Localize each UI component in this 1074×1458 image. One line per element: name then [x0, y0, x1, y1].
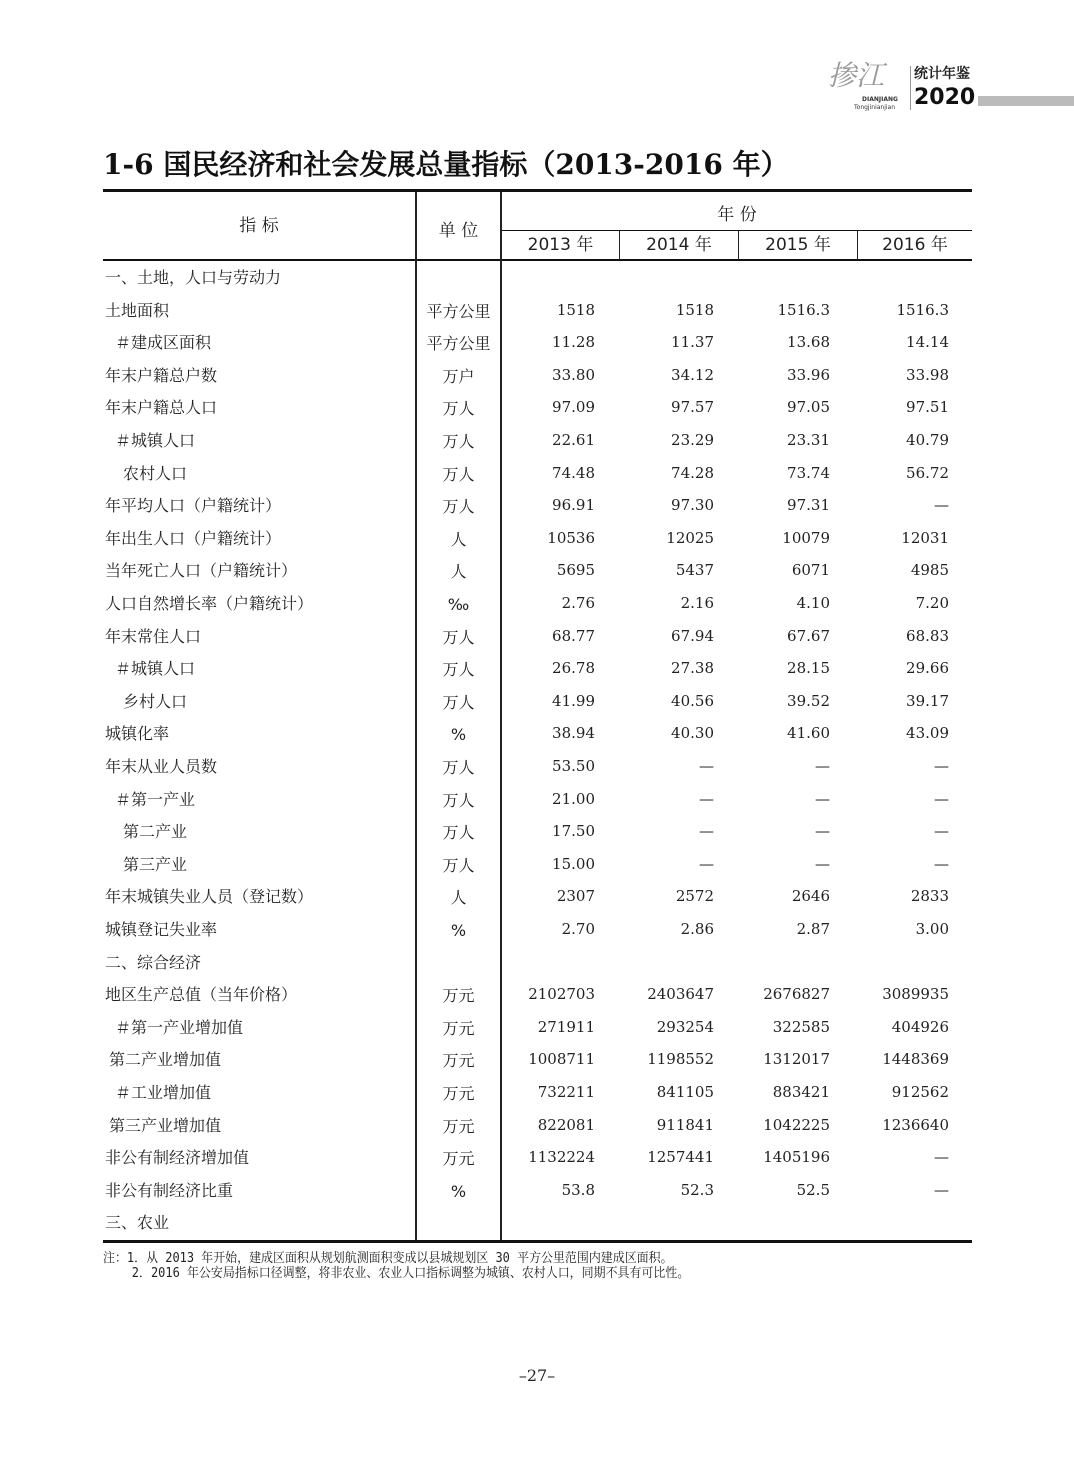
footnote: 注：1．从 2013 年开始，建成区面积从规划航测面积变成以县城规划区 30 平方公里范围内建成区面积。 [103, 1251, 673, 1266]
cell-value: 40.79 [906, 431, 949, 449]
cell-value: 404926 [891, 1017, 949, 1036]
cell-value: 1405196 [763, 1148, 830, 1167]
row-label: 第二产业 [123, 822, 188, 842]
cell-value: 14.14 [906, 333, 949, 352]
cell-value: 1257441 [647, 1148, 714, 1167]
cell-value: — [934, 789, 949, 808]
row-label: 乡村人口 [123, 691, 188, 711]
row-unit: 万人 [442, 627, 475, 647]
row-unit: 万元 [442, 1084, 475, 1103]
table-row [103, 1207, 972, 1239]
cell-value: 322585 [772, 1017, 830, 1036]
row-unit: 万人 [442, 823, 475, 843]
cell-value: 43.09 [906, 724, 949, 743]
cell-value: 5437 [675, 561, 714, 580]
table-row [103, 751, 972, 783]
row-unit: 万元 [442, 1018, 475, 1038]
cell-value: 22.61 [552, 431, 595, 449]
row-unit: 万人 [442, 758, 475, 777]
cell-value: 6071 [791, 561, 830, 580]
cell-value: — [815, 757, 830, 775]
cell-value: — [934, 757, 949, 775]
row-unit: 万人 [442, 432, 475, 451]
cell-value: 1516.3 [777, 300, 830, 319]
cell-value: 11.37 [671, 333, 714, 352]
table-row [103, 523, 972, 555]
table-row [103, 816, 972, 848]
table-row [103, 1044, 972, 1076]
year-group-rule [501, 230, 972, 231]
row-label: 人口自然增长率（户籍统计） [105, 594, 314, 613]
table-row [103, 1142, 972, 1174]
cell-value: 97.30 [671, 496, 714, 515]
table-row [103, 295, 972, 327]
cell-value: 1312017 [763, 1050, 830, 1069]
cell-value: 21.00 [552, 789, 595, 808]
row-label: 第三产业 [123, 854, 188, 874]
row-label: 土地面积 [105, 300, 170, 320]
cell-value: 40.30 [671, 724, 714, 743]
cell-value: 11.28 [552, 333, 595, 352]
row-label: ＃第一产业增加值 [115, 1017, 244, 1037]
footnotes [103, 1251, 689, 1281]
cell-value: 1518 [556, 300, 595, 319]
cell-value: 1042225 [763, 1115, 830, 1134]
cell-value: 40.56 [671, 691, 714, 710]
row-unit: 万人 [442, 855, 475, 875]
table-row [103, 881, 972, 913]
cell-value: 7.20 [915, 594, 949, 612]
row-label: 年末户籍总人口 [105, 398, 218, 418]
header-year-group: 年 份 [717, 205, 757, 225]
cell-value: 2.76 [561, 594, 595, 612]
table-row [103, 555, 972, 587]
row-unit: 万户 [442, 366, 475, 386]
table-row [103, 621, 972, 653]
cell-value: 68.83 [906, 626, 949, 645]
row-unit: % [450, 1181, 467, 1201]
table-row [103, 490, 972, 522]
page-number: –27– [518, 1366, 556, 1385]
cell-value: 28.15 [787, 659, 830, 678]
row-unit: 人 [450, 888, 467, 908]
cell-value: 33.96 [787, 365, 830, 384]
table-row [103, 262, 972, 294]
table-row [103, 360, 972, 392]
header-year-2015: 2015 年 [765, 235, 831, 255]
header-year-2014: 2014 年 [646, 235, 712, 255]
cell-value: 73.74 [787, 463, 830, 482]
table-row [103, 588, 972, 620]
cell-value: 2307 [556, 887, 595, 906]
logo-pinyin: DIANJIANG [862, 96, 898, 103]
cell-value: 33.98 [906, 365, 949, 384]
cell-value: 912562 [891, 1083, 949, 1101]
row-unit: 万人 [442, 660, 475, 680]
logo-year: 2020 [914, 85, 976, 110]
row-label: 地区生产总值（当年价格） [105, 985, 298, 1005]
header-bottom-rule [103, 259, 972, 261]
row-unit: 万人 [442, 399, 475, 419]
row-label: ＃工业增加值 [115, 1083, 212, 1102]
page-title: 1-6 国民经济和社会发展总量指标（2013-2016 年） [103, 148, 789, 181]
cell-value: 4985 [910, 561, 949, 580]
table-row [103, 686, 972, 718]
table-row [103, 718, 972, 750]
cell-value: 10536 [547, 528, 595, 547]
header-year-2013: 2013 年 [527, 235, 594, 255]
cell-value: 2646 [791, 887, 830, 906]
cell-value: 1132224 [528, 1148, 595, 1167]
row-label: 城镇化率 [105, 724, 170, 744]
cell-value: 27.38 [671, 659, 714, 678]
cell-value: 23.29 [671, 431, 714, 449]
table-row [103, 849, 972, 881]
cell-value: 23.31 [787, 431, 830, 449]
cell-value: 2.16 [680, 594, 714, 612]
row-label: ＃建成区面积 [115, 333, 212, 353]
row-label: 年末常住人口 [105, 626, 202, 646]
row-unit: 万元 [442, 1149, 475, 1169]
cell-value: 10079 [782, 528, 830, 547]
row-label: 农村人口 [123, 463, 188, 483]
row-label: 当年死亡人口（户籍统计） [105, 561, 298, 581]
cell-value: 17.50 [552, 822, 595, 841]
table-row [103, 1175, 972, 1207]
cell-value: 2.86 [680, 920, 714, 938]
row-unit: ‰ [447, 595, 470, 614]
row-unit: 平方公里 [426, 301, 491, 321]
cell-value: 97.31 [787, 496, 830, 515]
cell-value: 911841 [656, 1115, 714, 1134]
table-row [103, 1110, 972, 1142]
header-indicator: 指 标 [239, 216, 279, 236]
cell-value: 74.28 [671, 463, 714, 482]
row-label: 非公有制经济增加值 [105, 1148, 250, 1168]
cell-value: 2403647 [647, 985, 714, 1004]
cell-value: 97.05 [787, 398, 830, 417]
cell-value: 822081 [537, 1115, 595, 1134]
row-unit: 万元 [442, 986, 475, 1006]
table-row [103, 784, 972, 816]
row-label: 年末城镇失业人员（登记数） [105, 887, 314, 907]
row-label: ＃第一产业 [115, 789, 196, 809]
cell-value: — [934, 1180, 949, 1199]
cell-value: 74.48 [552, 463, 595, 482]
cell-value: 39.52 [787, 691, 830, 710]
cell-value: 841105 [656, 1083, 714, 1101]
table-row [103, 1077, 972, 1109]
cell-value: 67.94 [671, 626, 714, 645]
cell-value: 2833 [910, 887, 949, 906]
cell-value: 41.99 [552, 691, 595, 710]
row-unit: 人 [450, 562, 467, 582]
table-row [103, 947, 972, 979]
cell-value: — [699, 854, 714, 873]
cell-value: 1516.3 [896, 300, 949, 319]
table-row [103, 914, 972, 946]
cell-value: 2102703 [528, 985, 595, 1004]
table-bottom-rule [103, 1240, 972, 1243]
cell-value: 1198552 [647, 1050, 714, 1069]
cell-value: 3.00 [915, 920, 949, 938]
cell-value: 29.66 [906, 659, 949, 678]
cell-value: 732211 [537, 1083, 595, 1101]
row-label: 二、综合经济 [105, 952, 202, 972]
cell-value: — [934, 496, 949, 515]
cell-value: 1008711 [528, 1050, 595, 1069]
cell-value: 96.91 [552, 496, 595, 515]
table-row [103, 653, 972, 685]
cell-value: 1518 [675, 300, 714, 319]
row-unit: 万人 [442, 790, 475, 810]
row-unit: 人 [450, 529, 467, 549]
row-label: 第二产业增加值 [109, 1050, 222, 1070]
cell-value: 67.67 [787, 626, 830, 645]
header-band [978, 96, 1074, 106]
cell-value: — [699, 757, 714, 775]
cell-value: 52.5 [796, 1180, 830, 1199]
cell-value: — [815, 822, 830, 841]
cell-value: 271911 [537, 1017, 595, 1036]
table-row [103, 425, 972, 457]
cell-value: 39.17 [906, 691, 949, 710]
cell-value: — [934, 854, 949, 873]
table-row [103, 1012, 972, 1044]
row-label: 非公有制经济比重 [105, 1180, 234, 1200]
cell-value: — [815, 854, 830, 873]
cell-value: — [699, 789, 714, 808]
cell-value: — [934, 1148, 949, 1167]
cell-value: 26.78 [552, 659, 595, 678]
row-unit: 万人 [442, 497, 475, 517]
cell-value: 38.94 [552, 724, 595, 743]
cell-value: 97.09 [552, 398, 595, 417]
row-unit: % [450, 921, 467, 940]
cell-value: 4.10 [796, 594, 830, 612]
cell-value: 12031 [901, 528, 949, 547]
cell-value: 97.57 [671, 398, 714, 417]
cell-value: 883421 [772, 1083, 830, 1101]
cell-value: — [699, 822, 714, 841]
table-row [103, 392, 972, 424]
row-label: 一、土地，人口与劳动力 [105, 268, 282, 287]
row-label: ＃城镇人口 [115, 659, 196, 679]
row-unit: % [450, 725, 467, 745]
table-row [103, 327, 972, 359]
cell-value: 15.00 [552, 854, 595, 873]
logo-divider [910, 66, 911, 110]
footnote: 2．2016 年公安局指标口径调整，将非农业、农业人口指标调整为城镇、农村人口，同期不具有可比性。 [103, 1266, 690, 1281]
row-label: 年末从业人员数 [105, 757, 218, 776]
cell-value: 1448369 [882, 1050, 949, 1069]
cell-value: 68.77 [552, 626, 595, 645]
row-unit: 平方公里 [426, 334, 491, 354]
cell-value: 56.72 [906, 463, 949, 482]
cell-value: 53.8 [561, 1180, 595, 1199]
logo-title: 统计年鉴 [914, 66, 970, 82]
cell-value: 5695 [556, 561, 595, 580]
cell-value: 33.80 [552, 365, 595, 384]
row-label: 第三产业增加值 [109, 1115, 222, 1135]
row-label: 年末户籍总户数 [105, 365, 218, 385]
table-row [103, 979, 972, 1011]
cell-value: 13.68 [787, 333, 830, 352]
cell-value: 3089935 [882, 985, 949, 1004]
row-unit: 万元 [442, 1116, 475, 1136]
row-label: 三、农业 [105, 1213, 170, 1233]
cell-value: 2.70 [561, 920, 595, 938]
row-label: ＃城镇人口 [115, 431, 196, 450]
cell-value: — [934, 822, 949, 841]
header-year-2016: 2016 年 [882, 235, 948, 255]
cell-value: 41.60 [787, 724, 830, 743]
cell-value: 2676827 [763, 985, 830, 1004]
table-row [103, 458, 972, 490]
cell-value: — [815, 789, 830, 808]
row-label: 年平均人口（户籍统计） [105, 496, 282, 516]
cell-value: 12025 [666, 528, 714, 547]
cell-value: 97.51 [906, 398, 949, 417]
table-top-rule [103, 189, 972, 192]
cell-value: 34.12 [671, 365, 714, 384]
cell-value: 53.50 [552, 757, 595, 775]
logo-pinyin-2: Tongjinianjian [854, 104, 896, 111]
logo-calligraphy: 掺江 [828, 59, 885, 92]
header-unit: 单 位 [438, 221, 479, 241]
cell-value: 2572 [675, 887, 714, 906]
cell-value: 1236640 [882, 1115, 949, 1134]
row-label: 城镇登记失业率 [105, 920, 218, 939]
row-unit: 万人 [442, 464, 475, 484]
cell-value: 293254 [656, 1017, 714, 1036]
yearbook-logo [828, 60, 978, 114]
row-unit: 万元 [442, 1051, 475, 1071]
cell-value: 52.3 [680, 1180, 714, 1199]
cell-value: 2.87 [796, 920, 830, 938]
row-label: 年出生人口（户籍统计） [105, 528, 282, 548]
row-unit: 万人 [442, 692, 475, 712]
